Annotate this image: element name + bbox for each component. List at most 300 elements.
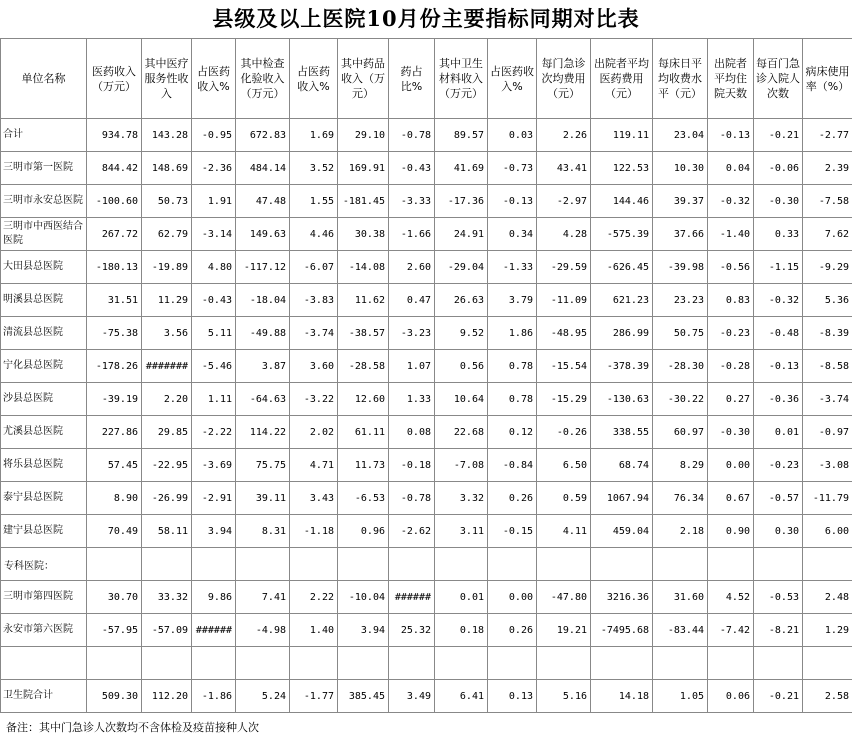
value-cell: -29.59 <box>537 251 591 284</box>
value-cell: 3.49 <box>389 680 435 713</box>
clinic-total-row <box>1 680 852 713</box>
value-cell: -57.95 <box>87 614 142 647</box>
value-cell: 6.50 <box>537 449 591 482</box>
value-cell: -57.09 <box>142 614 192 647</box>
value-cell: -75.38 <box>87 317 142 350</box>
value-cell: 3.11 <box>435 515 488 548</box>
value-cell: 621.23 <box>591 284 653 317</box>
value-cell: 0.18 <box>435 614 488 647</box>
value-cell: 0.30 <box>754 515 803 548</box>
value-cell: -0.95 <box>192 119 236 152</box>
value-cell: 844.42 <box>87 152 142 185</box>
value-cell: 2.58 <box>803 680 852 713</box>
value-cell: 286.99 <box>591 317 653 350</box>
value-cell: -22.95 <box>142 449 192 482</box>
table-row <box>1 251 852 284</box>
table-row <box>1 482 852 515</box>
value-cell: 4.11 <box>537 515 591 548</box>
value-cell: -47.80 <box>537 581 591 614</box>
value-cell: -1.77 <box>290 680 338 713</box>
value-cell: 0.26 <box>488 482 537 515</box>
value-cell: 50.73 <box>142 185 192 218</box>
value-cell: -0.78 <box>389 119 435 152</box>
value-cell: 5.16 <box>537 680 591 713</box>
value-cell: -0.97 <box>803 416 852 449</box>
blank-row <box>1 647 852 680</box>
unit-name-cell: 建宁县总医院 <box>1 515 87 548</box>
unit-name-cell: 尤溪县总医院 <box>1 416 87 449</box>
unit-name-cell: 卫生院合计 <box>1 680 87 713</box>
value-cell: -0.32 <box>754 284 803 317</box>
table-row <box>1 284 852 317</box>
value-cell: 31.51 <box>87 284 142 317</box>
value-cell: -11.79 <box>803 482 852 515</box>
value-cell: -26.99 <box>142 482 192 515</box>
value-cell: -0.53 <box>754 581 803 614</box>
value-cell: 0.59 <box>537 482 591 515</box>
value-cell: -0.06 <box>754 152 803 185</box>
table-row <box>1 416 852 449</box>
value-cell: -0.13 <box>708 119 754 152</box>
value-cell: 6.00 <box>803 515 852 548</box>
value-cell: -17.36 <box>435 185 488 218</box>
value-cell: 1.11 <box>192 383 236 416</box>
value-cell: -1.33 <box>488 251 537 284</box>
value-cell: -64.63 <box>236 383 290 416</box>
column-header: 其中卫生材料收入（万元） <box>435 39 488 119</box>
value-cell: 29.85 <box>142 416 192 449</box>
value-cell: 119.11 <box>591 119 653 152</box>
empty-cell <box>290 647 338 680</box>
value-cell: -0.43 <box>389 152 435 185</box>
value-cell: ###### <box>389 581 435 614</box>
column-header: 占医药收入% <box>290 39 338 119</box>
value-cell: -1.18 <box>290 515 338 548</box>
value-cell: ###### <box>192 614 236 647</box>
value-cell: 1.40 <box>290 614 338 647</box>
unit-name-cell: 清流县总医院 <box>1 317 87 350</box>
value-cell: -180.13 <box>87 251 142 284</box>
value-cell: 0.03 <box>488 119 537 152</box>
column-header: 其中药品收入（万元） <box>338 39 389 119</box>
value-cell: 19.21 <box>537 614 591 647</box>
column-header: 每门急诊次均费用（元） <box>537 39 591 119</box>
value-cell: 3216.36 <box>591 581 653 614</box>
value-cell: 11.73 <box>338 449 389 482</box>
value-cell: 484.14 <box>236 152 290 185</box>
value-cell: -4.98 <box>236 614 290 647</box>
value-cell: 0.83 <box>708 284 754 317</box>
value-cell: 1.07 <box>389 350 435 383</box>
value-cell: 62.79 <box>142 218 192 251</box>
value-cell: 0.13 <box>488 680 537 713</box>
empty-cell <box>653 548 708 581</box>
column-header: 出院者平均住院天数 <box>708 39 754 119</box>
unit-name-cell: 三明市第一医院 <box>1 152 87 185</box>
value-cell: 5.36 <box>803 284 852 317</box>
value-cell: 60.97 <box>653 416 708 449</box>
column-header: 其中医疗服务性收入 <box>142 39 192 119</box>
value-cell: 0.01 <box>435 581 488 614</box>
value-cell: 12.60 <box>338 383 389 416</box>
value-cell: 29.10 <box>338 119 389 152</box>
value-cell: -1.15 <box>754 251 803 284</box>
empty-cell <box>708 647 754 680</box>
value-cell: -1.86 <box>192 680 236 713</box>
value-cell: 50.75 <box>653 317 708 350</box>
column-header: 单位名称 <box>1 39 87 119</box>
value-cell: 30.70 <box>87 581 142 614</box>
value-cell: -100.60 <box>87 185 142 218</box>
value-cell: 3.79 <box>488 284 537 317</box>
table-row <box>1 449 852 482</box>
value-cell: -5.46 <box>192 350 236 383</box>
empty-cell <box>1 647 87 680</box>
unit-name-cell: 三明市第四医院 <box>1 581 87 614</box>
value-cell: 33.32 <box>142 581 192 614</box>
value-cell: 37.66 <box>653 218 708 251</box>
total-row <box>1 119 852 152</box>
value-cell: 8.31 <box>236 515 290 548</box>
empty-cell <box>803 548 852 581</box>
value-cell: 8.29 <box>653 449 708 482</box>
value-cell: -2.36 <box>192 152 236 185</box>
value-cell: -28.58 <box>338 350 389 383</box>
value-cell: -8.39 <box>803 317 852 350</box>
unit-name-cell: 宁化县总医院 <box>1 350 87 383</box>
value-cell: -2.62 <box>389 515 435 548</box>
unit-name-cell: 三明市中西医结合医院 <box>1 218 87 251</box>
empty-cell <box>488 548 537 581</box>
value-cell: -378.39 <box>591 350 653 383</box>
value-cell: 57.45 <box>87 449 142 482</box>
value-cell: -3.69 <box>192 449 236 482</box>
value-cell: 144.46 <box>591 185 653 218</box>
value-cell: 672.83 <box>236 119 290 152</box>
value-cell: -0.32 <box>708 185 754 218</box>
value-cell: 25.32 <box>389 614 435 647</box>
value-cell: 3.94 <box>192 515 236 548</box>
value-cell: 2.26 <box>537 119 591 152</box>
value-cell: 4.46 <box>290 218 338 251</box>
value-cell: 30.38 <box>338 218 389 251</box>
value-cell: 114.22 <box>236 416 290 449</box>
table-row <box>1 350 852 383</box>
empty-cell <box>754 548 803 581</box>
value-cell: ####### <box>142 350 192 383</box>
value-cell: 4.80 <box>192 251 236 284</box>
value-cell: 0.12 <box>488 416 537 449</box>
value-cell: 2.22 <box>290 581 338 614</box>
value-cell: 22.68 <box>435 416 488 449</box>
empty-cell <box>488 647 537 680</box>
column-header: 出院者平均医药费用（元） <box>591 39 653 119</box>
column-header: 医药收入（万元） <box>87 39 142 119</box>
value-cell: -0.73 <box>488 152 537 185</box>
value-cell: 76.34 <box>653 482 708 515</box>
value-cell: -30.22 <box>653 383 708 416</box>
value-cell: 3.60 <box>290 350 338 383</box>
value-cell: 0.01 <box>754 416 803 449</box>
empty-cell <box>537 548 591 581</box>
value-cell: 23.04 <box>653 119 708 152</box>
value-cell: 7.41 <box>236 581 290 614</box>
unit-name-cell: 永安市第六医院 <box>1 614 87 647</box>
empty-cell <box>192 548 236 581</box>
value-cell: 1.86 <box>488 317 537 350</box>
value-cell: -0.13 <box>754 350 803 383</box>
value-cell: 58.11 <box>142 515 192 548</box>
table-row <box>1 614 852 647</box>
value-cell: 5.11 <box>192 317 236 350</box>
value-cell: 0.78 <box>488 383 537 416</box>
value-cell: -3.22 <box>290 383 338 416</box>
value-cell: 14.18 <box>591 680 653 713</box>
value-cell: -0.57 <box>754 482 803 515</box>
value-cell: 47.48 <box>236 185 290 218</box>
value-cell: 0.47 <box>389 284 435 317</box>
empty-cell <box>142 647 192 680</box>
value-cell: 934.78 <box>87 119 142 152</box>
value-cell: -3.74 <box>290 317 338 350</box>
value-cell: 0.00 <box>488 581 537 614</box>
empty-cell <box>142 548 192 581</box>
section-row-special <box>1 548 852 581</box>
value-cell: -2.22 <box>192 416 236 449</box>
column-header: 每百门急诊入院人次数 <box>754 39 803 119</box>
value-cell: 0.04 <box>708 152 754 185</box>
value-cell: 10.64 <box>435 383 488 416</box>
value-cell: 3.94 <box>338 614 389 647</box>
value-cell: 39.37 <box>653 185 708 218</box>
value-cell: 122.53 <box>591 152 653 185</box>
value-cell: -0.13 <box>488 185 537 218</box>
table-row <box>1 515 852 548</box>
value-cell: -18.04 <box>236 284 290 317</box>
value-cell: 227.86 <box>87 416 142 449</box>
value-cell: 4.71 <box>290 449 338 482</box>
table-row <box>1 218 852 251</box>
value-cell: -0.23 <box>754 449 803 482</box>
empty-cell <box>87 548 142 581</box>
value-cell: 2.60 <box>389 251 435 284</box>
unit-name-cell: 泰宁县总医院 <box>1 482 87 515</box>
column-header: 每床日平均收费水平（元） <box>653 39 708 119</box>
value-cell: -0.26 <box>537 416 591 449</box>
value-cell: 143.28 <box>142 119 192 152</box>
value-cell: 0.34 <box>488 218 537 251</box>
value-cell: -0.21 <box>754 119 803 152</box>
value-cell: 8.90 <box>87 482 142 515</box>
value-cell: -3.23 <box>389 317 435 350</box>
value-cell: -7495.68 <box>591 614 653 647</box>
empty-cell <box>338 647 389 680</box>
value-cell: -11.09 <box>537 284 591 317</box>
value-cell: 2.18 <box>653 515 708 548</box>
value-cell: 41.69 <box>435 152 488 185</box>
value-cell: 43.41 <box>537 152 591 185</box>
value-cell: 149.63 <box>236 218 290 251</box>
table-row <box>1 152 852 185</box>
column-header: 其中检查化验收入（万元） <box>236 39 290 119</box>
value-cell: -0.36 <box>754 383 803 416</box>
empty-cell <box>389 647 435 680</box>
empty-cell <box>338 548 389 581</box>
indicator-table <box>0 38 852 713</box>
value-cell: -3.74 <box>803 383 852 416</box>
value-cell: 1.55 <box>290 185 338 218</box>
value-cell: 0.67 <box>708 482 754 515</box>
value-cell: 0.00 <box>708 449 754 482</box>
footnote: 备注：其中门急诊人次数均不含体检及疫苗接种人次 <box>6 721 259 734</box>
value-cell: 9.86 <box>192 581 236 614</box>
value-cell: -3.33 <box>389 185 435 218</box>
value-cell: -2.77 <box>803 119 852 152</box>
value-cell: -0.30 <box>754 185 803 218</box>
value-cell: -0.18 <box>389 449 435 482</box>
value-cell: 3.32 <box>435 482 488 515</box>
value-cell: 2.20 <box>142 383 192 416</box>
value-cell: -0.43 <box>192 284 236 317</box>
value-cell: 0.78 <box>488 350 537 383</box>
table-row <box>1 581 852 614</box>
value-cell: -181.45 <box>338 185 389 218</box>
value-cell: 112.20 <box>142 680 192 713</box>
value-cell: 0.96 <box>338 515 389 548</box>
value-cell: 68.74 <box>591 449 653 482</box>
value-cell: -575.39 <box>591 218 653 251</box>
header-row <box>1 39 852 119</box>
page-title: 县级及以上医院10月份主要指标同期对比表 <box>212 6 640 31</box>
value-cell: 509.30 <box>87 680 142 713</box>
value-cell: 9.52 <box>435 317 488 350</box>
value-cell: 148.69 <box>142 152 192 185</box>
value-cell: -178.26 <box>87 350 142 383</box>
value-cell: -48.95 <box>537 317 591 350</box>
value-cell: 39.11 <box>236 482 290 515</box>
value-cell: -2.97 <box>537 185 591 218</box>
value-cell: -7.08 <box>435 449 488 482</box>
value-cell: 1.29 <box>803 614 852 647</box>
empty-cell <box>192 647 236 680</box>
empty-cell <box>653 647 708 680</box>
value-cell: 267.72 <box>87 218 142 251</box>
value-cell: -38.57 <box>338 317 389 350</box>
value-cell: 5.24 <box>236 680 290 713</box>
value-cell: 3.56 <box>142 317 192 350</box>
value-cell: 169.91 <box>338 152 389 185</box>
value-cell: -15.54 <box>537 350 591 383</box>
value-cell: -2.91 <box>192 482 236 515</box>
empty-cell <box>803 647 852 680</box>
value-cell: -0.56 <box>708 251 754 284</box>
empty-cell <box>708 548 754 581</box>
unit-name-cell: 合计 <box>1 119 87 152</box>
value-cell: -1.40 <box>708 218 754 251</box>
empty-cell <box>87 647 142 680</box>
value-cell: -8.21 <box>754 614 803 647</box>
value-cell: -3.83 <box>290 284 338 317</box>
table-row <box>1 383 852 416</box>
value-cell: -6.07 <box>290 251 338 284</box>
value-cell: 0.33 <box>754 218 803 251</box>
value-cell: -0.78 <box>389 482 435 515</box>
value-cell: -117.12 <box>236 251 290 284</box>
value-cell: 3.43 <box>290 482 338 515</box>
value-cell: -49.88 <box>236 317 290 350</box>
value-cell: 31.60 <box>653 581 708 614</box>
value-cell: 0.06 <box>708 680 754 713</box>
value-cell: -28.30 <box>653 350 708 383</box>
value-cell: 1.91 <box>192 185 236 218</box>
value-cell: -0.84 <box>488 449 537 482</box>
value-cell: -7.42 <box>708 614 754 647</box>
section-label: 专科医院： <box>1 548 87 581</box>
value-cell: -8.58 <box>803 350 852 383</box>
unit-name-cell: 大田县总医院 <box>1 251 87 284</box>
value-cell: -39.98 <box>653 251 708 284</box>
value-cell: 1.69 <box>290 119 338 152</box>
value-cell: 338.55 <box>591 416 653 449</box>
value-cell: -6.53 <box>338 482 389 515</box>
value-cell: 24.91 <box>435 218 488 251</box>
empty-cell <box>591 548 653 581</box>
value-cell: 23.23 <box>653 284 708 317</box>
value-cell: -0.48 <box>754 317 803 350</box>
empty-cell <box>236 647 290 680</box>
value-cell: 459.04 <box>591 515 653 548</box>
value-cell: 2.39 <box>803 152 852 185</box>
value-cell: 4.28 <box>537 218 591 251</box>
value-cell: 0.26 <box>488 614 537 647</box>
value-cell: -15.29 <box>537 383 591 416</box>
value-cell: 11.62 <box>338 284 389 317</box>
value-cell: 2.02 <box>290 416 338 449</box>
value-cell: -29.04 <box>435 251 488 284</box>
value-cell: -14.08 <box>338 251 389 284</box>
table-row <box>1 185 852 218</box>
value-cell: 0.90 <box>708 515 754 548</box>
value-cell: 70.49 <box>87 515 142 548</box>
unit-name-cell: 三明市永安总医院 <box>1 185 87 218</box>
value-cell: -9.29 <box>803 251 852 284</box>
value-cell: 0.56 <box>435 350 488 383</box>
empty-cell <box>290 548 338 581</box>
empty-cell <box>389 548 435 581</box>
table-row <box>1 317 852 350</box>
value-cell: -626.45 <box>591 251 653 284</box>
value-cell: -10.04 <box>338 581 389 614</box>
value-cell: 10.30 <box>653 152 708 185</box>
value-cell: 0.08 <box>389 416 435 449</box>
value-cell: 11.29 <box>142 284 192 317</box>
value-cell: -0.28 <box>708 350 754 383</box>
value-cell: 2.48 <box>803 581 852 614</box>
value-cell: 89.57 <box>435 119 488 152</box>
column-header: 占医药收入% <box>192 39 236 119</box>
value-cell: 1.33 <box>389 383 435 416</box>
value-cell: -7.58 <box>803 185 852 218</box>
value-cell: 1067.94 <box>591 482 653 515</box>
value-cell: -0.15 <box>488 515 537 548</box>
unit-name-cell: 沙县总医院 <box>1 383 87 416</box>
empty-cell <box>435 647 488 680</box>
value-cell: -0.23 <box>708 317 754 350</box>
value-cell: 3.52 <box>290 152 338 185</box>
empty-cell <box>435 548 488 581</box>
value-cell: 26.63 <box>435 284 488 317</box>
empty-cell <box>537 647 591 680</box>
